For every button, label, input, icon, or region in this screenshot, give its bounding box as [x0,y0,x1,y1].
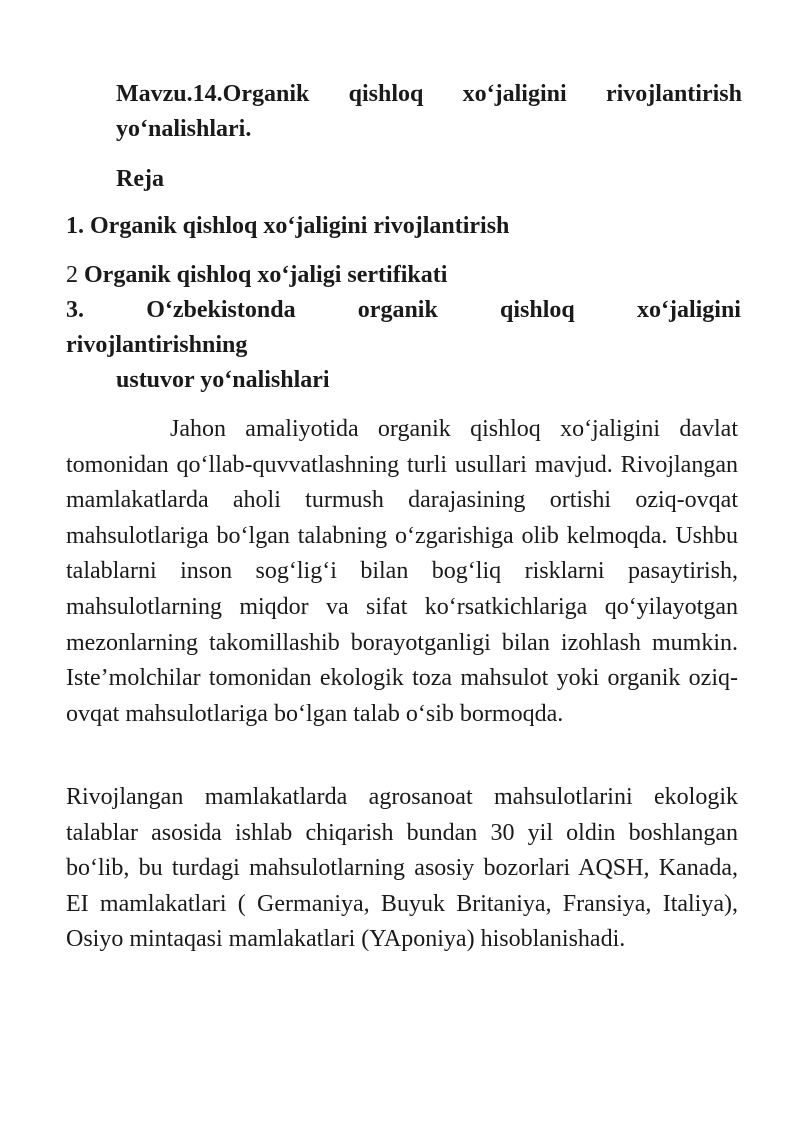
body-paragraph-2 [66,780,738,958]
title-word: xo‘jaligini [462,81,567,107]
plan-item-2-text: Organik qishloq xo‘jaligi sertifikati [84,262,448,288]
plan-item-2 [66,263,447,287]
document-title-line-2: yo‘nalishlari. [116,116,252,142]
plan-item-3-word: 3. [66,297,84,323]
body-paragraph-2-text: Rivojlangan mamlakatlarda agrosanoat mahsulotlarini ekologik talablar asosida ishlab chiqarish bundan 30 yil oldin boshlangan bo‘lib, bu turdagi mahsulotlarning asosiy bozorlari AQSH, Kanada, EI mamlakatlari ( Germaniya, Buyuk Britaniya, Fransiya, Italiya), Osiyo mintaqasi mamlakatlari (YAponiya) hisoblanishadi. [66,784,738,953]
title-word: Mavzu.14.Organik [116,81,310,107]
plan-item-3-line-3: ustuvor yo‘nalishlari [116,367,330,393]
plan-item-3-word: organik [357,297,438,323]
plan-item-3-word: O‘zbekistonda [146,297,296,323]
plan-item-2-number: 2 [66,262,78,288]
title-word: qishloq [348,81,424,107]
plan-item-3-line-1 [66,298,741,322]
body-paragraph-1-text: Jahon amaliyotida organik qishloq xo‘jaligini davlat tomonidan qo‘llab-quvvatlashning turli usullari mavjud. Rivojlangan mamlakatlarda aholi turmush darajasining ortishi oziq-ovqat mahsulotlariga bo‘lgan talabning o‘zgarishiga olib kelmoqda. Ushbu talablarni inson sog‘lig‘i bilan bog‘liq risklarni pasaytirish, mahsulotlarning miqdor va sifat ko‘rsatkichlariga qo‘yilayotgan mezonlarning takomillashib borayotganligi bilan izohlash mumkin. Iste’molchilar tomonidan ekologik toza mahsulot yoki organik oziq-ovqat mahsulotlariga bo‘lgan talab o‘sib bormoqda. [66,416,738,727]
plan-item-3-line-2: rivojlantirishning [66,332,248,358]
body-paragraph-1 [66,412,738,732]
plan-item-3-word: xo‘jaligini [636,297,741,323]
title-word: rivojlantirish [605,81,742,107]
plan-item-3-word: qishloq [500,297,575,323]
plan-item-1: 1. Organik qishloq xo‘jaligini rivojlantirish [66,213,510,239]
plan-heading: Reja [116,166,164,192]
document-title-line-1 [116,82,742,106]
